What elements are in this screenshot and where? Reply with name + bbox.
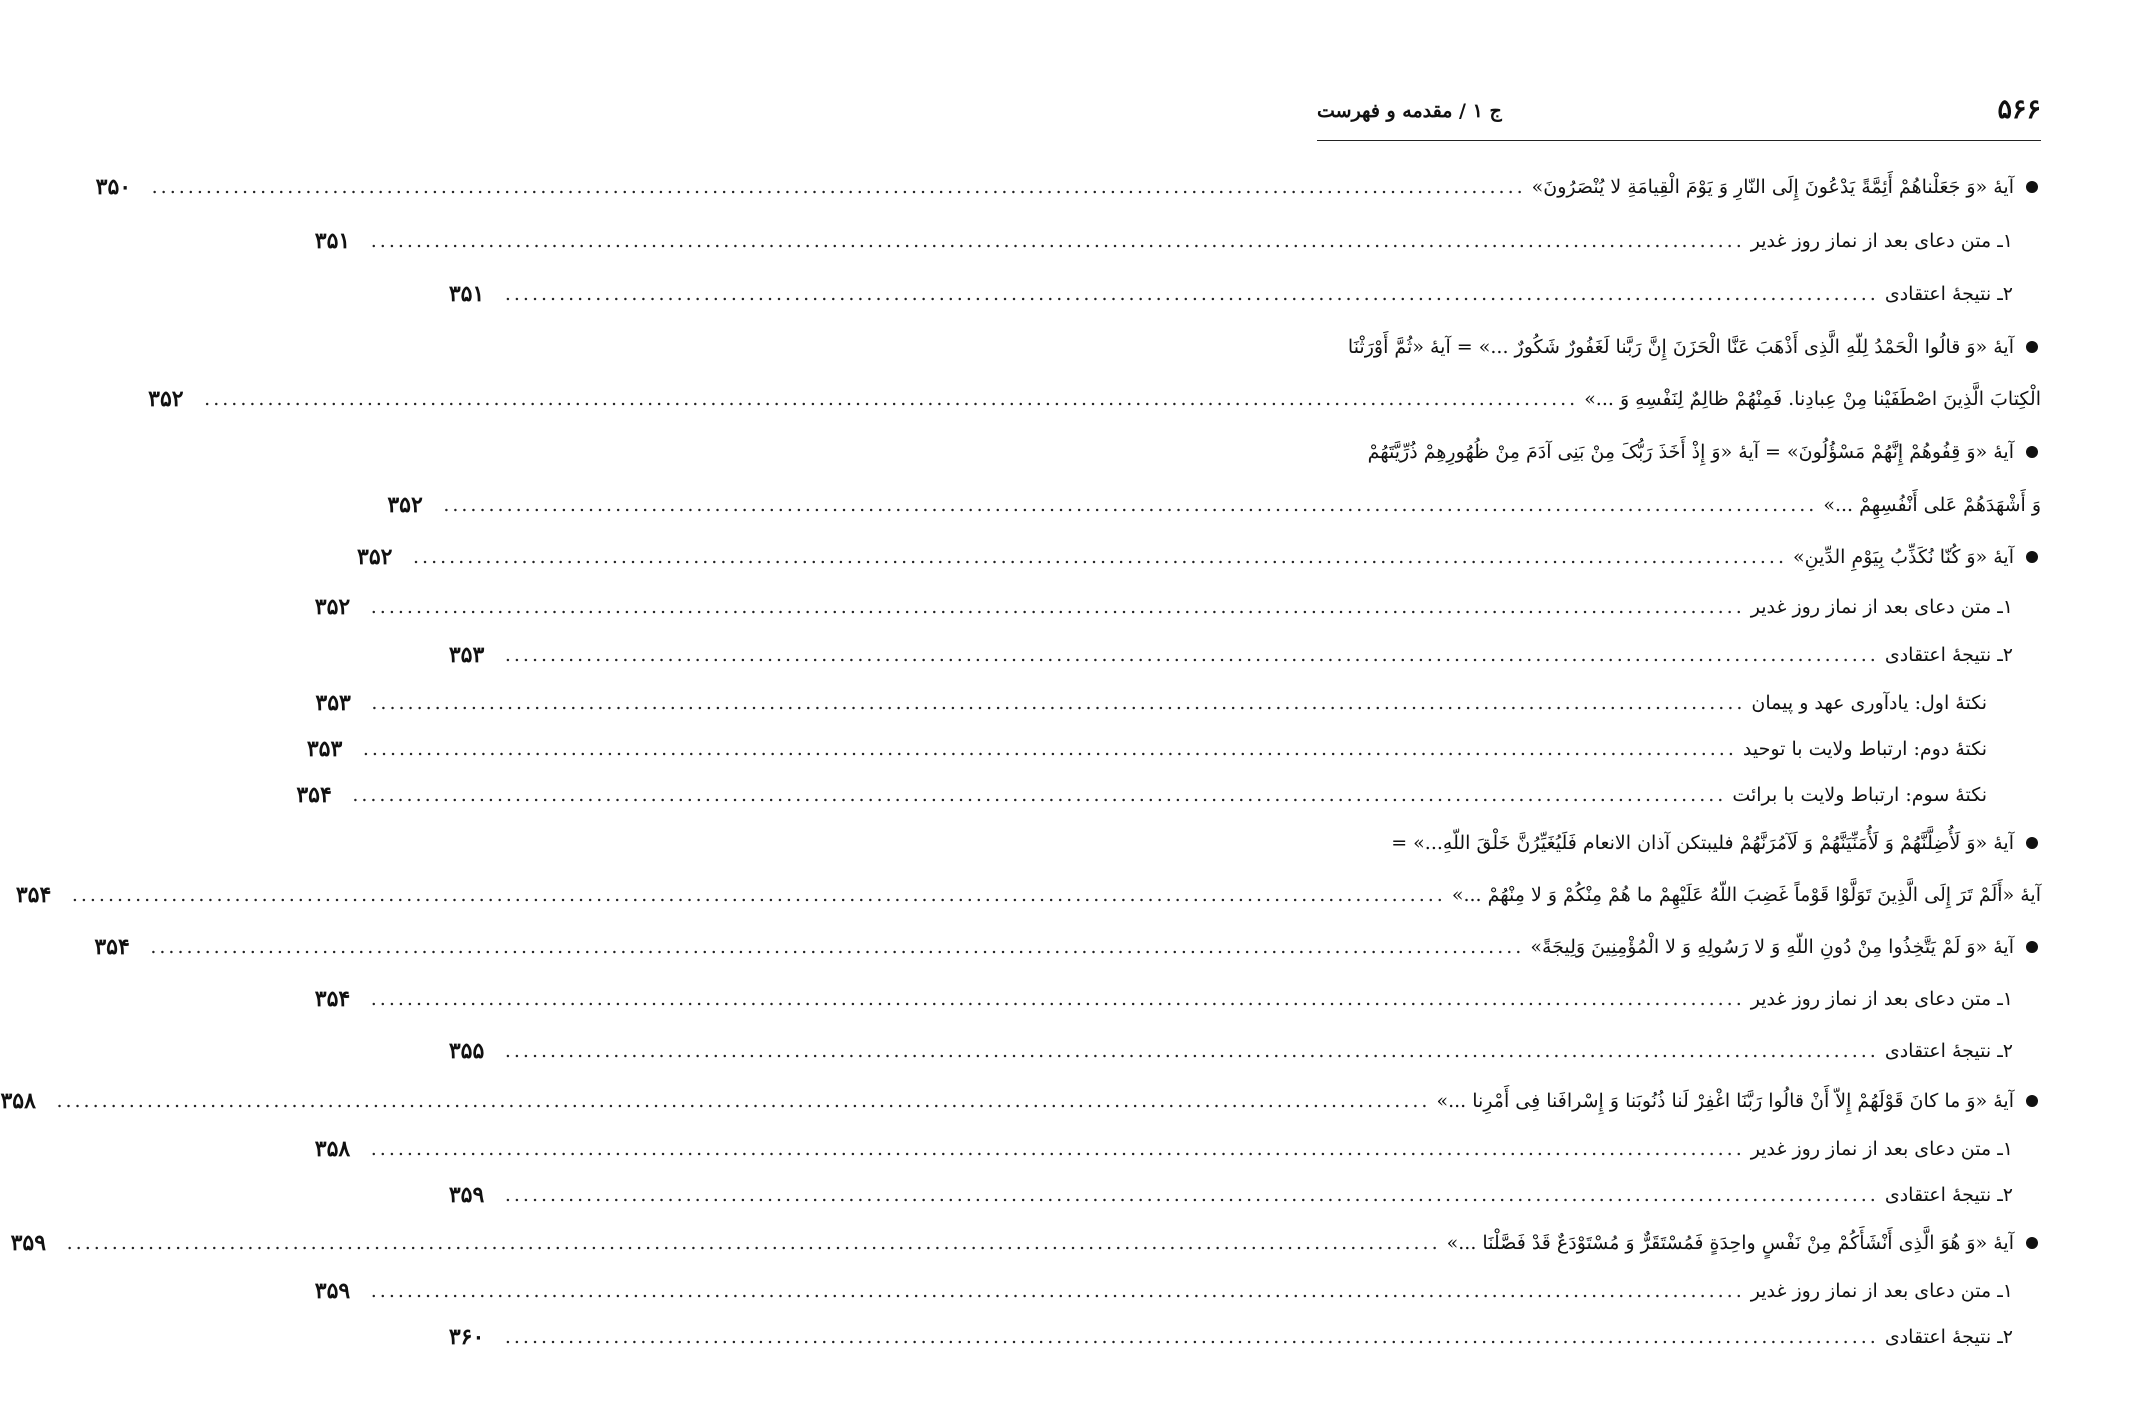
leader-dots xyxy=(371,1280,1745,1302)
toc-entry xyxy=(357,530,2041,584)
leader-dots xyxy=(150,936,1524,958)
entry-text: نکتهٔ دوم: ارتباط ولایت با توحید xyxy=(1742,738,1987,760)
toc-entry xyxy=(448,628,2041,682)
entry-text: نکتهٔ سوم: ارتباط ولایت با برائت xyxy=(1732,784,1987,806)
entry-page: ۳۵۴ xyxy=(314,986,351,1012)
entry-text: ۲ـ نتیجهٔ اعتقادی xyxy=(1884,1040,2013,1062)
entry-text: ۱ـ متن دعای بعد از نماز روز غدیر xyxy=(1750,988,2013,1010)
entry-text: ۱ـ متن دعای بعد از نماز روز غدیر xyxy=(1750,230,2013,252)
leader-dots xyxy=(363,738,1737,760)
leader-dots xyxy=(371,230,1745,252)
entry-page: ۳۵۳ xyxy=(315,690,351,716)
bullet-icon xyxy=(2026,341,2038,353)
entry-page: ۳۶۰ xyxy=(448,1324,485,1350)
toc-entry xyxy=(314,580,2041,634)
bullet-icon xyxy=(2026,446,2038,458)
entry-page: ۳۵۰ xyxy=(95,174,132,200)
entry-text: وَ أَشْهَدَهُمْ عَلی أَنْفُسِهِمْ ...» xyxy=(1823,494,2041,516)
leader-dots xyxy=(413,546,1787,568)
toc-entry-continuation xyxy=(15,868,2041,922)
running-title: ج ۱ / مقدمه و فهرست xyxy=(1317,100,1502,122)
leader-dots xyxy=(371,596,1745,618)
page-header xyxy=(1317,86,2041,136)
entry-text: آیهٔ «وَ لَأُضِلَّنَّهُمْ وَ لَأُمَنِّیَنَّهُمْ وَ لَآمُرَنَّهُمْ فلیبتکن آذان الانعام فَلَیُغَیِّرُنَّ خَلْقَ اللّهِ...» = xyxy=(1391,832,2014,854)
entry-text: ۲ـ نتیجهٔ اعتقادی xyxy=(1884,1184,2013,1206)
bullet-icon xyxy=(2026,837,2038,849)
entry-text: آیهٔ «وَ جَعَلْناهُمْ أَئِمَّةً یَدْعُونَ إِلَی النّارِ وَ یَوْمَ الْقِیامَةِ لا یُنْصَرُونَ» xyxy=(1531,176,2014,198)
page-number: ۵۶۶ xyxy=(1997,94,2041,125)
bullet-icon xyxy=(2026,551,2038,563)
toc-entry xyxy=(296,768,2041,822)
entry-page: ۳۵۹ xyxy=(314,1278,351,1304)
toc-entry xyxy=(1317,320,2041,374)
entry-page: ۳۵۴ xyxy=(94,934,130,960)
entry-text: نکتهٔ اول: یادآوری عهد و پیمان xyxy=(1751,692,1987,714)
toc-entry-continuation xyxy=(148,372,2041,426)
leader-dots xyxy=(204,388,1578,410)
entry-page: ۳۵۲ xyxy=(387,492,423,518)
entry-text: ۱ـ متن دعای بعد از نماز روز غدیر xyxy=(1750,1280,2013,1302)
leader-dots xyxy=(505,283,1879,305)
leader-dots xyxy=(371,692,1745,714)
leader-dots xyxy=(443,494,1817,516)
leader-dots xyxy=(505,1184,1879,1206)
entry-text: آیهٔ «وَ ما کانَ قَوْلَهُمْ إِلاّ أَنْ قالُوا رَبَّنَا اغْفِرْ لَنا ذُنُوبَنا وَ إِسْرافَنا فِی أَمْرِنا ...» xyxy=(1436,1090,2014,1112)
toc-entry xyxy=(10,1216,2041,1270)
entry-text: آیهٔ «وَ قِفُوهُمْ إِنَّهُمْ مَسْؤُلُونَ» = آیهٔ «وَ إِذْ أَخَذَ رَبُّکَ مِنْ بَنِی آدَمَ مِنْ ظُهُورِهِمْ ذُرِّیَّتَهُمْ xyxy=(1367,441,2014,463)
entry-text: ۲ـ نتیجهٔ اعتقادی xyxy=(1884,283,2013,305)
leader-dots xyxy=(56,1090,1430,1112)
entry-text: آیهٔ «وَ کُنّا نُکَذِّبُ بِیَوْمِ الدِّینِ» xyxy=(1793,546,2014,568)
leader-dots xyxy=(505,1326,1879,1348)
entry-page: ۳۵۸ xyxy=(0,1088,36,1114)
entry-page: ۳۵۲ xyxy=(357,544,393,570)
toc-entry xyxy=(94,920,2041,974)
entry-text: ۲ـ نتیجهٔ اعتقادی xyxy=(1884,644,2013,666)
entry-page: ۳۵۲ xyxy=(148,386,184,412)
leader-dots xyxy=(505,1040,1879,1062)
toc-entry xyxy=(1317,425,2041,479)
bullet-icon xyxy=(2026,1237,2038,1249)
toc-entry xyxy=(0,1074,2041,1128)
leader-dots xyxy=(371,988,1745,1010)
leader-dots xyxy=(67,1232,1441,1254)
bullet-icon xyxy=(2026,181,2038,193)
toc-entry xyxy=(448,1024,2041,1078)
entry-page: ۳۵۹ xyxy=(10,1230,47,1256)
toc-entry xyxy=(448,1310,2041,1364)
entry-text: ۱ـ متن دعای بعد از نماز روز غدیر xyxy=(1750,596,2013,618)
entry-page: ۳۵۳ xyxy=(306,736,343,762)
leader-dots xyxy=(371,1138,1745,1160)
entry-text: آیهٔ «وَ قالُوا الْحَمْدُ لِلّهِ الَّذِی أَذْهَبَ عَنَّا الْحَزَنَ إِنَّ رَبَّنا لَغَفُورٌ شَکُورٌ ...» = آیهٔ «ثُمَّ أَوْرَثْنَا xyxy=(1347,336,2014,358)
entry-text: ۲ـ نتیجهٔ اعتقادی xyxy=(1884,1326,2013,1348)
entry-text: آیهٔ «وَ هُوَ الَّذِی أَنْشَأَکُمْ مِنْ نَفْسٍ واحِدَةٍ فَمُسْتَقَرٌّ وَ مُسْتَوْدَعٌ قَدْ فَصَّلْنَا ...» xyxy=(1446,1232,2014,1254)
toc-entry-continuation xyxy=(387,478,2041,532)
toc-entry xyxy=(448,267,2041,321)
toc-entry xyxy=(314,972,2041,1026)
leader-dots xyxy=(505,644,1879,666)
leader-dots xyxy=(352,784,1726,806)
entry-page: ۳۵۲ xyxy=(314,594,351,620)
entry-page: ۳۵۱ xyxy=(314,228,351,254)
bullet-icon xyxy=(2026,941,2038,953)
entry-text: آیهٔ «وَ لَمْ یَتَّخِذُوا مِنْ دُونِ اللّهِ وَ لا رَسُولِهِ وَ لا الْمُؤْمِنِینَ وَلِیجَةً» xyxy=(1530,936,2014,958)
entry-page: ۳۵۴ xyxy=(15,882,52,908)
entry-page: ۳۵۳ xyxy=(448,642,485,668)
entry-page: ۳۵۴ xyxy=(296,782,332,808)
bullet-icon xyxy=(2026,1095,2038,1107)
entry-page: ۳۵۵ xyxy=(448,1038,485,1064)
entry-page: ۳۵۹ xyxy=(448,1182,485,1208)
header-rule xyxy=(1317,140,2041,141)
entry-text: الْکِتابَ الَّذِینَ اصْطَفَیْنا مِنْ عِبادِنا. فَمِنْهُمْ ظالِمٌ لِنَفْسِهِ وَ ...» xyxy=(1584,388,2041,410)
toc-entry xyxy=(448,1168,2041,1222)
toc-entry xyxy=(1317,816,2041,870)
entry-page: ۳۵۸ xyxy=(314,1136,351,1162)
toc-entry xyxy=(95,160,2041,214)
entry-page: ۳۵۱ xyxy=(448,281,485,307)
leader-dots xyxy=(152,176,1526,198)
entry-text: ۱ـ متن دعای بعد از نماز روز غدیر xyxy=(1750,1138,2013,1160)
leader-dots xyxy=(72,884,1446,906)
toc-entry xyxy=(314,214,2041,268)
entry-text: آیهٔ «أَلَمْ تَرَ إِلَی الَّذِینَ تَوَلَّوْا قَوْماً غَضِبَ اللّهُ عَلَیْهِمْ ما هُمْ مِنْکُمْ وَ لا مِنْهُمْ ...» xyxy=(1451,884,2041,906)
